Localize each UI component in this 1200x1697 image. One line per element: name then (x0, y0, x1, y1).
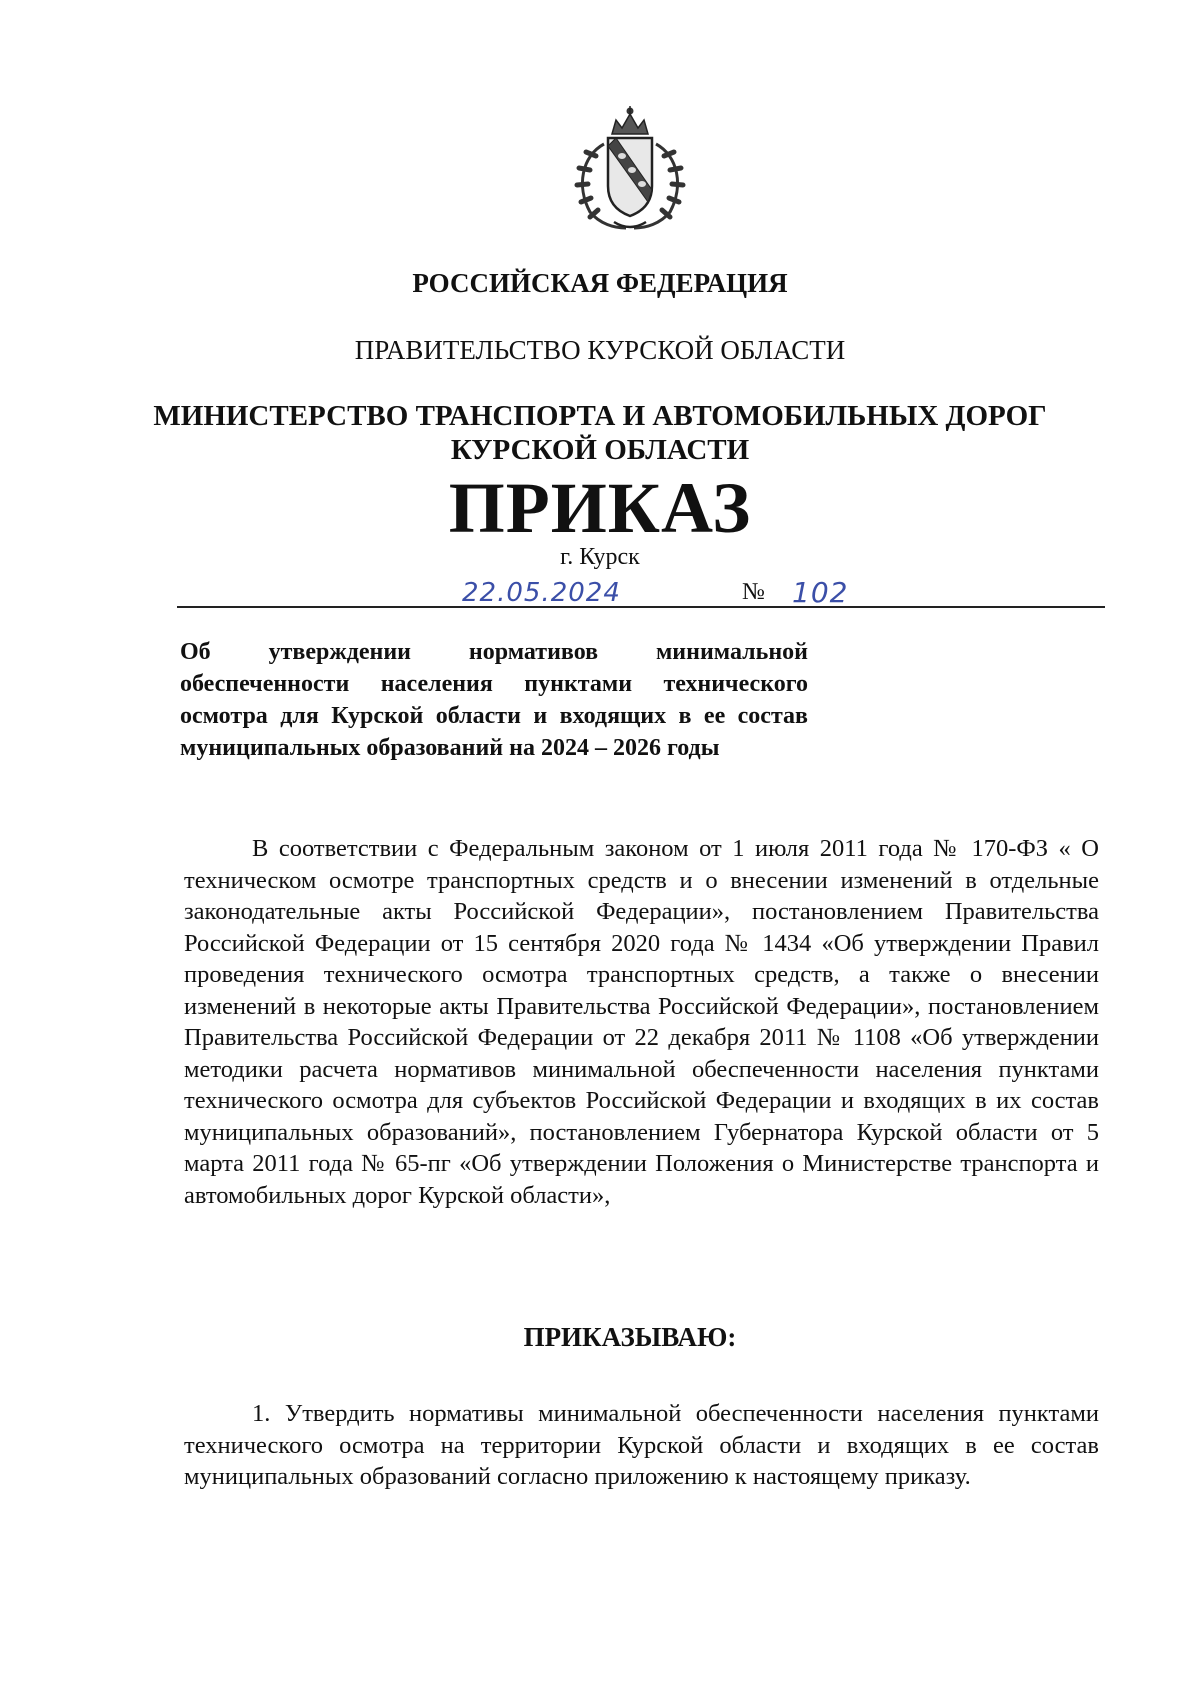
ministry-heading-line-2: КУРСКОЙ ОБЛАСТИ (450, 434, 750, 466)
preamble-paragraph: В соответствии с Федеральным законом от 1 июля 2011 года № 170-ФЗ « О техническом осмотре транспортных средств и о внесении изменений в отдельные законодательные акты Российской Федерации», постановлением Правительства Российской Федерации от 15 сентября 2020 года № 1434 «Об утверждении Правил проведения технического осмотра транспортных средств, а также о внесении изменений в некоторые акты Правительства Российской Федерации», постановлением Правительства Российской Федерации от 22 декабря 2011 № 1108 «Об утверждении методики расчета нормативов минимальной обеспеченности населения пунктами технического осмотра для субъектов Российской Федерации и входящих в их состав муниципальных образований», постановлением Губернатора Курской области от 5 марта 2011 года № 65-пг «Об утверждении Положения о Министерстве транспорта и автомобильных дорог Курской области», (184, 835, 1099, 1209)
government-heading: ПРАВИТЕЛЬСТВО КУРСКОЙ ОБЛАСТИ (354, 335, 846, 365)
document-subject: Об утверждении нормативов минимальной обеспеченности населения пунктами технического осмотра для Курской области и входящих в ее состав муниципальных образований на 2024 – 2026 годы (180, 639, 808, 761)
country-heading: РОССИЙСКАЯ ФЕДЕРАЦИЯ (412, 268, 788, 298)
handwritten-date: 22.05.2024 (462, 578, 621, 608)
kursk-coat-of-arms-icon (560, 104, 700, 234)
order-word: ПРИКАЗЫВАЮ: (523, 1322, 737, 1352)
document-type: ПРИКАЗ (448, 468, 752, 548)
handwritten-number: 102 (792, 576, 849, 609)
order-item-1: 1. Утвердить нормативы минимальной обеспеченности населения пунктами технического осмотра на территории Курской области и входящих в ее состав муниципальных образований согласно приложению к настоящему приказу. (184, 1400, 1099, 1490)
ministry-heading (0, 399, 1200, 467)
number-label: № (742, 579, 765, 605)
requisites-divider (177, 606, 1105, 609)
ministry-heading-line-1: МИНИСТЕРСТВО ТРАНСПОРТА И АВТОМОБИЛЬНЫХ ДОРОГ (153, 400, 1047, 432)
city-label: г. Курск (560, 544, 640, 570)
